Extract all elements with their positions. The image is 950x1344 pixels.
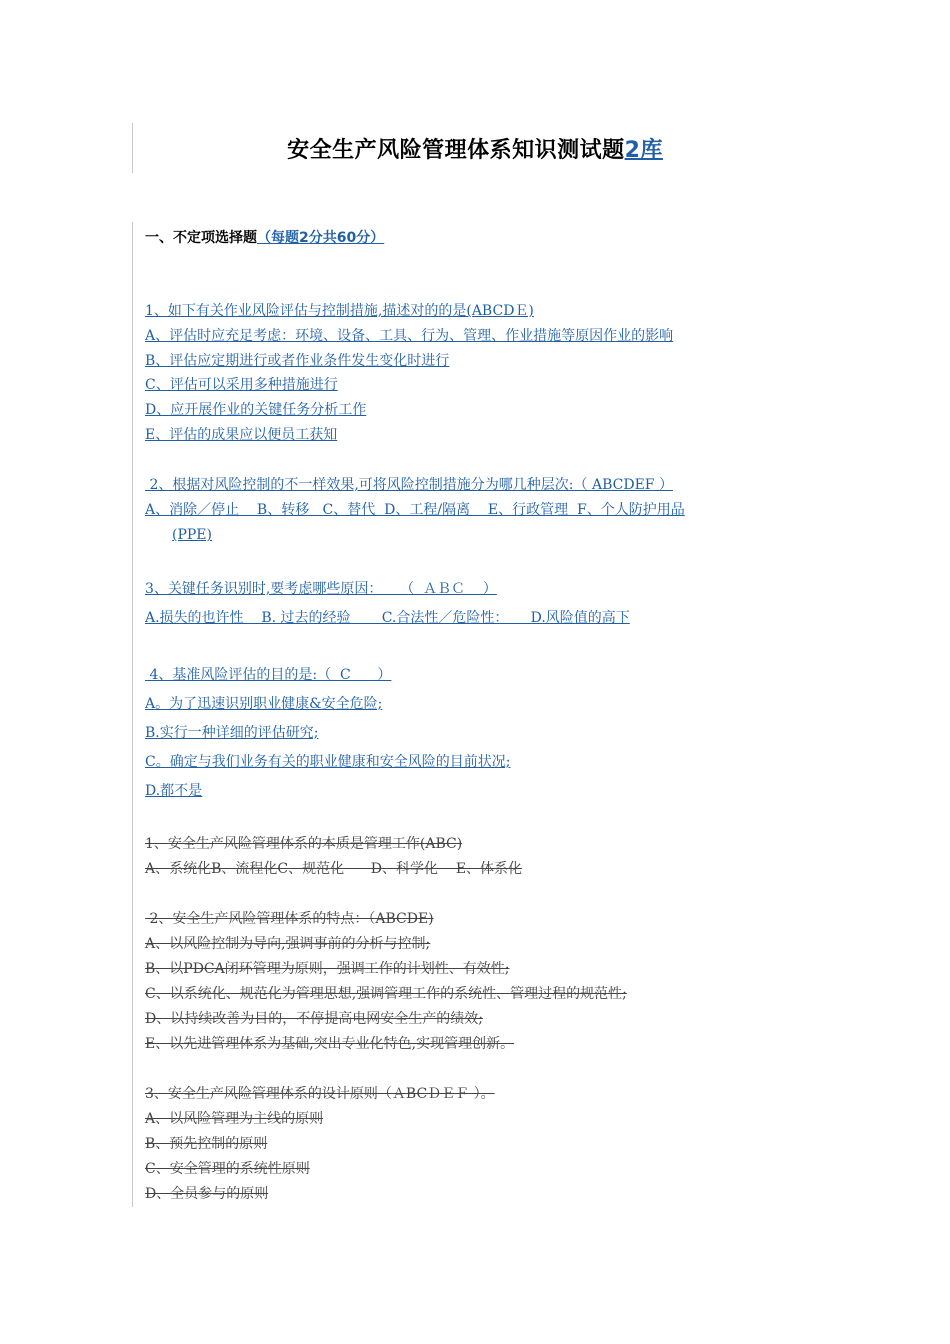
option-line: B、预先控制的原则: [145, 1136, 268, 1152]
question-line: 1、安全生产风险管理体系的本质是管理工作(ABC): [145, 836, 463, 852]
page-title: [0, 133, 950, 164]
question-line: 4、基准风险评估的目的是:（ C ）: [145, 667, 392, 683]
option-line: B、以PDCA闭环管理为原则，强调工作的计划性、有效性;: [145, 961, 510, 977]
option-line: C、评估可以采用多种措施进行: [145, 377, 338, 393]
option-line: D.都不是: [145, 783, 203, 799]
title-accent: 2库: [624, 138, 663, 163]
option-line: A、以风险控制为导向,强调事前的分析与控制;: [145, 936, 431, 952]
option-line: C。确定与我们业务有关的职业健康和安全风险的目前状况;: [145, 754, 511, 770]
section-note: （每题2分共60分）: [257, 230, 385, 246]
option-line: D、全员参与的原则: [145, 1186, 269, 1202]
option-line: A.损失的也许性 B. 过去的经验 C.合法性／危险性： D.风险值的高下: [145, 610, 630, 626]
option-line: D、以持续改善为目的，不停提高电网安全生产的绩效;: [145, 1011, 483, 1027]
question-line: 1、如下有关作业风险评估与控制措施,描述对的的是(ABCDＥ): [145, 303, 534, 319]
option-line: (PPE): [172, 527, 212, 543]
option-line: C、安全管理的系统性原则: [145, 1161, 310, 1177]
option-line: A、系统化B、流程化C、规范化 D、科学化 E、体系化: [145, 861, 523, 877]
title-main: 安全生产风险管理体系知识测试题: [287, 138, 625, 163]
margin-line: [132, 222, 133, 1207]
option-line: A、评估时应充足考虑：环境、设备、工具、行为、管理、作业措施等原因作业的影响: [145, 328, 674, 344]
option-line: D、应开展作业的关键任务分析工作: [145, 402, 367, 418]
question-line: 2、根据对风险控制的不一样效果,可将风险控制措施分为哪几种层次:（ ABCDEF ）: [145, 477, 673, 493]
option-line: E、评估的成果应以便员工获知: [145, 427, 338, 443]
option-line: A。为了迅速识别职业健康&安全危险;: [145, 696, 383, 712]
option-line: A、消除／停止 B、转移 C、替代 D、工程/隔离 E、行政管理 F、个人防护用品: [145, 502, 685, 518]
option-line: C、以系统化、规范化为管理思想,强调管理工作的系统性、管理过程的规范性;: [145, 986, 627, 1002]
option-line: A、以风险管理为主线的原则: [145, 1111, 324, 1127]
option-line: E、以先进管理体系为基础,突出专业化特色,实现管理创新。: [145, 1036, 515, 1052]
option-line: B.实行一种详细的评估研究;: [145, 725, 319, 741]
section-label: 一、不定项选择题: [145, 230, 257, 246]
section-heading: [145, 227, 384, 247]
question-line: 3、关键任务识别时,要考虑哪些原因： （ ＡＢＣ ）: [145, 581, 497, 597]
question-line: 2、安全生产风险管理体系的特点：（ABCDE): [145, 911, 434, 927]
option-line: B、评估应定期进行或者作业条件发生变化时进行: [145, 353, 450, 369]
question-line: 3、安全生产风险管理体系的设计原则（ＡBCＤＥＦ ）。: [145, 1086, 495, 1102]
